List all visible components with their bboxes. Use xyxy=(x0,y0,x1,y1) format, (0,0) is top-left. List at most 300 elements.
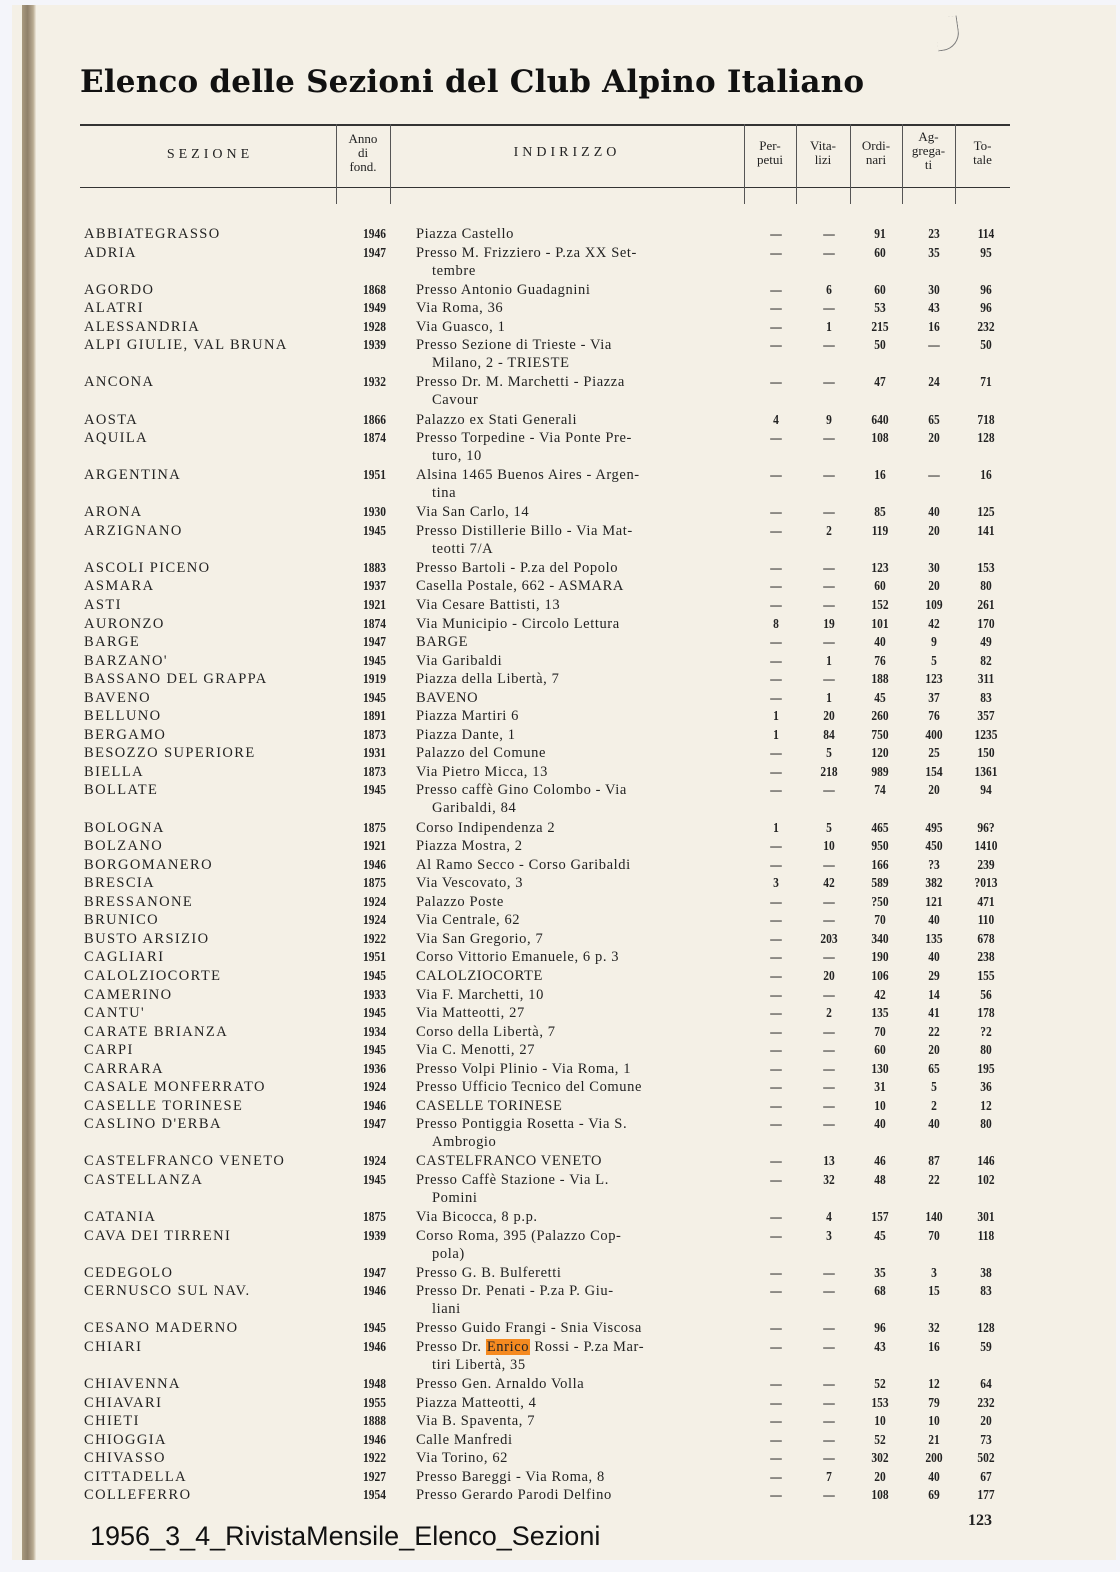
sezione-cell: BOLLATE xyxy=(84,782,159,798)
sezione-cell: CASTELFRANCO VENETO xyxy=(84,1153,286,1169)
sezione-cell: AURONZO xyxy=(84,616,165,632)
perpetui-cell: — xyxy=(770,578,782,593)
table-row xyxy=(0,652,1120,671)
totale-cell: 261 xyxy=(977,597,995,612)
sezione-cell: CANTU' xyxy=(84,1005,145,1021)
perpetui-cell: — xyxy=(770,245,782,260)
vitalizi-cell: 1 xyxy=(826,690,832,705)
sezione-cell: ARZIGNANO xyxy=(84,523,183,539)
ordinari-cell: 10 xyxy=(874,1098,886,1113)
indirizzo-cell: Alsina 1465 Buenos Aires - Argen- xyxy=(416,467,640,483)
ordinari-cell: 166 xyxy=(871,857,889,872)
perpetui-cell: 4 xyxy=(773,412,779,427)
anno-cell: 1924 xyxy=(363,1153,386,1168)
perpetui-cell: — xyxy=(770,634,782,649)
totale-cell: 1361 xyxy=(974,764,998,779)
aggregati-cell: 16 xyxy=(928,1339,940,1354)
perpetui-cell: — xyxy=(770,782,782,797)
totale-cell: 102 xyxy=(977,1172,995,1187)
sezione-cell: CASELLE TORINESE xyxy=(84,1098,244,1114)
vitalizi-cell: 20 xyxy=(823,708,835,723)
vitalizi-cell: — xyxy=(823,1098,835,1113)
anno-cell: 1945 xyxy=(363,523,386,538)
table-row xyxy=(0,1152,1120,1171)
anno-cell: 1888 xyxy=(363,1413,386,1428)
indirizzo-cell: Corso della Libertà, 7 xyxy=(416,1024,556,1040)
perpetui-cell: — xyxy=(770,1005,782,1020)
table-row xyxy=(0,373,1120,408)
perpetui-cell: — xyxy=(770,987,782,1002)
vitalizi-cell: — xyxy=(823,949,835,964)
table-row xyxy=(0,1264,1120,1283)
vitalizi-cell: 5 xyxy=(826,745,832,760)
aggregati-cell: 9 xyxy=(931,634,937,649)
sezione-cell: ARGENTINA xyxy=(84,467,182,483)
indirizzo-cell: Corso Indipendenza 2 xyxy=(416,820,556,836)
ordinari-cell: 76 xyxy=(874,653,886,668)
anno-cell: 1951 xyxy=(363,467,386,482)
sezione-cell: CASLINO D'ERBA xyxy=(84,1116,222,1132)
sezione-cell: CASALE MONFERRATO xyxy=(84,1079,266,1095)
indirizzo-cell: Presso Pontiggia Rosetta - Via S. xyxy=(416,1116,628,1132)
indirizzo-cell: Corso Roma, 395 (Palazzo Cop- xyxy=(416,1228,622,1244)
aggregati-cell: 87 xyxy=(928,1153,940,1168)
indirizzo-cell: Via Bicocca, 8 p.p. xyxy=(416,1209,538,1225)
table-row xyxy=(0,1115,1120,1150)
ordinari-cell: 750 xyxy=(871,727,889,742)
aggregati-cell: 121 xyxy=(925,894,943,909)
anno-cell: 1947 xyxy=(363,634,386,649)
vitalizi-cell: — xyxy=(823,1116,835,1131)
indirizzo-cell: BAVENO xyxy=(416,690,479,706)
totale-cell: 150 xyxy=(977,745,995,760)
sezione-cell: CESANO MADERNO xyxy=(84,1320,239,1336)
perpetui-cell: — xyxy=(770,226,782,241)
perpetui-cell: 3 xyxy=(773,875,779,890)
perpetui-cell: — xyxy=(770,1487,782,1502)
ordinari-cell: 10 xyxy=(874,1413,886,1428)
vitalizi-cell: — xyxy=(823,578,835,593)
table-row xyxy=(0,1431,1120,1450)
aggregati-cell: 69 xyxy=(928,1487,940,1502)
vitalizi-cell: — xyxy=(823,1061,835,1076)
table-row xyxy=(0,1412,1120,1431)
table-row xyxy=(0,1338,1120,1373)
anno-cell: 1939 xyxy=(363,1228,386,1243)
indirizzo-cell: Al Ramo Secco - Corso Garibaldi xyxy=(416,857,631,873)
perpetui-cell: 1 xyxy=(773,727,779,742)
ordinari-cell: 123 xyxy=(871,560,889,575)
vitalizi-cell: — xyxy=(823,430,835,445)
table-row xyxy=(0,577,1120,596)
indirizzo-continuation: pola) xyxy=(432,1246,465,1262)
vitalizi-cell: — xyxy=(823,1487,835,1502)
aggregati-cell: 40 xyxy=(928,912,940,927)
sezione-cell: BELLUNO xyxy=(84,708,162,724)
column-divider xyxy=(390,124,391,204)
sezione-cell: ANCONA xyxy=(84,374,155,390)
vitalizi-cell: 203 xyxy=(820,931,838,946)
indirizzo-continuation: Garibaldi, 84 xyxy=(432,800,517,816)
anno-cell: 1891 xyxy=(363,708,386,723)
aggregati-cell: 24 xyxy=(928,374,940,389)
ordinari-cell: 42 xyxy=(874,987,886,1002)
perpetui-cell: — xyxy=(770,1469,782,1484)
sezione-cell: CHIETI xyxy=(84,1413,140,1429)
vitalizi-cell: 9 xyxy=(826,412,832,427)
aggregati-cell: 29 xyxy=(928,968,940,983)
vitalizi-cell: 32 xyxy=(823,1172,835,1187)
aggregati-cell: 123 xyxy=(925,671,943,686)
sezione-cell: CHIAVENNA xyxy=(84,1376,181,1392)
table-row xyxy=(0,1449,1120,1468)
vitalizi-cell: — xyxy=(823,634,835,649)
totale-cell: 82 xyxy=(980,653,992,668)
aggregati-cell: 382 xyxy=(925,875,943,890)
anno-cell: 1921 xyxy=(363,838,386,853)
sezione-cell: CAGLIARI xyxy=(84,949,165,965)
ordinari-cell: 60 xyxy=(874,282,886,297)
perpetui-cell: — xyxy=(770,300,782,315)
totale-cell: 128 xyxy=(977,1320,995,1335)
sezione-cell: AQUILA xyxy=(84,430,148,446)
vitalizi-cell: — xyxy=(823,1024,835,1039)
anno-cell: 1945 xyxy=(363,1042,386,1057)
indirizzo-continuation: teotti 7/A xyxy=(432,541,494,557)
table-row xyxy=(0,411,1120,430)
header-vitalizi-line: Vita- xyxy=(810,138,836,153)
vitalizi-cell: — xyxy=(823,1395,835,1410)
sezione-cell: CHIVASSO xyxy=(84,1450,166,1466)
ordinari-cell: 96 xyxy=(874,1320,886,1335)
table-row xyxy=(0,1282,1120,1317)
anno-cell: 1928 xyxy=(363,319,386,334)
totale-cell: 232 xyxy=(977,319,995,334)
table-row xyxy=(0,930,1120,949)
vitalizi-cell: — xyxy=(823,1450,835,1465)
totale-cell: 16 xyxy=(980,467,992,482)
vitalizi-cell: — xyxy=(823,987,835,1002)
anno-cell: 1947 xyxy=(363,1265,386,1280)
perpetui-cell: — xyxy=(770,282,782,297)
totale-cell: 36 xyxy=(980,1079,992,1094)
ordinari-cell: ?50 xyxy=(871,894,889,909)
indirizzo-cell: Presso Sezione di Trieste - Via xyxy=(416,337,612,353)
header-perpetui-line: petui xyxy=(757,152,783,167)
ordinari-cell: 60 xyxy=(874,1042,886,1057)
anno-cell: 1924 xyxy=(363,912,386,927)
anno-cell: 1924 xyxy=(363,894,386,909)
ordinari-cell: 70 xyxy=(874,1024,886,1039)
totale-cell: 96? xyxy=(977,820,995,835)
ordinari-cell: 119 xyxy=(871,523,889,538)
page-title: Elenco delle Sezioni del Club Alpino Italiano xyxy=(80,64,865,100)
aggregati-cell: 20 xyxy=(928,782,940,797)
vitalizi-cell: — xyxy=(823,245,835,260)
header-sezione: SEZIONE xyxy=(166,147,254,162)
totale-cell: 502 xyxy=(977,1450,995,1465)
sezione-cell: CEDEGOLO xyxy=(84,1265,174,1281)
perpetui-cell: — xyxy=(770,894,782,909)
totale-cell: 239 xyxy=(977,857,995,872)
header-totale-line: tale xyxy=(973,152,992,167)
sezione-cell: BARZANO' xyxy=(84,653,168,669)
vitalizi-cell: — xyxy=(823,597,835,612)
perpetui-cell: — xyxy=(770,504,782,519)
indirizzo-cell: Presso Gerardo Parodi Delfino xyxy=(416,1487,612,1503)
ordinari-cell: 45 xyxy=(874,690,886,705)
totale-cell: 96 xyxy=(980,282,992,297)
perpetui-cell: — xyxy=(770,319,782,334)
vitalizi-cell: — xyxy=(823,857,835,872)
vitalizi-cell: 1 xyxy=(826,319,832,334)
sezione-cell: ALATRI xyxy=(84,300,144,316)
vitalizi-cell: 4 xyxy=(826,1209,832,1224)
totale-cell: 73 xyxy=(980,1432,992,1447)
anno-cell: 1921 xyxy=(363,597,386,612)
perpetui-cell: — xyxy=(770,1413,782,1428)
indirizzo-cell: Presso Guido Frangi - Snia Viscosa xyxy=(416,1320,642,1336)
ordinari-cell: 989 xyxy=(871,764,889,779)
totale-cell: 83 xyxy=(980,1283,992,1298)
table-row xyxy=(0,1227,1120,1262)
perpetui-cell: — xyxy=(770,1339,782,1354)
indirizzo-cell: BARGE xyxy=(416,634,469,650)
perpetui-cell: — xyxy=(770,949,782,964)
indirizzo-cell: Piazza Mostra, 2 xyxy=(416,838,523,854)
sezione-cell: BOLOGNA xyxy=(84,820,165,836)
anno-cell: 1946 xyxy=(363,1339,386,1354)
totale-cell: 357 xyxy=(977,708,995,723)
indirizzo-cell: Piazza Matteotti, 4 xyxy=(416,1395,537,1411)
perpetui-cell: — xyxy=(770,1024,782,1039)
indirizzo-cell: Via C. Menotti, 27 xyxy=(416,1042,536,1058)
sezione-cell: CHIAVARI xyxy=(84,1395,163,1411)
ordinari-cell: 48 xyxy=(874,1172,886,1187)
perpetui-cell: — xyxy=(770,912,782,927)
aggregati-cell: 20 xyxy=(928,578,940,593)
ordinari-cell: 16 xyxy=(874,467,886,482)
ordinari-cell: 70 xyxy=(874,912,886,927)
anno-cell: 1945 xyxy=(363,690,386,705)
aggregati-cell: 20 xyxy=(928,1042,940,1057)
header-ordinari-line: Ordi- xyxy=(861,138,891,153)
sezione-cell: BIELLA xyxy=(84,764,144,780)
table-row xyxy=(0,1023,1120,1042)
indirizzo-cell: Piazza della Libertà, 7 xyxy=(416,671,560,687)
vitalizi-cell: — xyxy=(823,1320,835,1335)
indirizzo-cell: Presso Antonio Guadagnini xyxy=(416,282,591,298)
aggregati-cell: 32 xyxy=(928,1320,940,1335)
vitalizi-cell: 218 xyxy=(820,764,838,779)
table-row xyxy=(0,948,1120,967)
search-highlight: Enrico xyxy=(486,1339,530,1355)
perpetui-cell: — xyxy=(770,374,782,389)
perpetui-cell: 1 xyxy=(773,708,779,723)
anno-cell: 1933 xyxy=(363,987,386,1002)
sezione-cell: ABBIATEGRASSO xyxy=(84,226,221,242)
perpetui-cell: — xyxy=(770,1228,782,1243)
indirizzo-cell: Presso Dr. M. Marchetti - Piazza xyxy=(416,374,625,390)
totale-cell: 1235 xyxy=(974,727,998,742)
aggregati-cell: 40 xyxy=(928,1116,940,1131)
vitalizi-cell: — xyxy=(823,1339,835,1354)
indirizzo-cell: Via Roma, 36 xyxy=(416,300,504,316)
totale-cell: 80 xyxy=(980,578,992,593)
vitalizi-cell: 2 xyxy=(826,523,832,538)
indirizzo-cell: Presso caffè Gino Colombo - Via xyxy=(416,782,627,798)
indirizzo-cell: Presso Volpi Plinio - Via Roma, 1 xyxy=(416,1061,632,1077)
vitalizi-cell: 6 xyxy=(826,282,832,297)
vitalizi-cell: 5 xyxy=(826,820,832,835)
indirizzo-continuation: Milano, 2 - TRIESTE xyxy=(432,355,570,371)
perpetui-cell: — xyxy=(770,1042,782,1057)
table-row xyxy=(0,1375,1120,1394)
ordinari-cell: 60 xyxy=(874,578,886,593)
perpetui-cell: — xyxy=(770,1450,782,1465)
vitalizi-cell: — xyxy=(823,1413,835,1428)
ordinari-cell: 40 xyxy=(874,634,886,649)
indirizzo-cell: Via Torino, 62 xyxy=(416,1450,509,1466)
vitalizi-cell: 7 xyxy=(826,1469,832,1484)
anno-cell: 1945 xyxy=(363,653,386,668)
sezione-cell: AOSTA xyxy=(84,412,139,428)
ordinari-cell: 53 xyxy=(874,300,886,315)
perpetui-cell: — xyxy=(770,1395,782,1410)
vitalizi-cell: — xyxy=(823,467,835,482)
totale-cell: 311 xyxy=(977,671,995,686)
perpetui-cell: — xyxy=(770,745,782,760)
vitalizi-cell: 42 xyxy=(823,875,835,890)
indirizzo-cell: Via Municipio - Circolo Lettura xyxy=(416,616,620,632)
indirizzo-cell: Corso Vittorio Emanuele, 6 p. 3 xyxy=(416,949,620,965)
vitalizi-cell: — xyxy=(823,374,835,389)
totale-cell: 232 xyxy=(977,1395,995,1410)
aggregati-cell: 65 xyxy=(928,412,940,427)
aggregati-cell: 400 xyxy=(925,727,943,742)
perpetui-cell: — xyxy=(770,1320,782,1335)
sezione-cell: ASCOLI PICENO xyxy=(84,560,211,576)
indirizzo-cell: Presso Ufficio Tecnico del Comune xyxy=(416,1079,643,1095)
ordinari-cell: 91 xyxy=(874,226,886,241)
header-anno-line: di xyxy=(357,145,369,160)
ordinari-cell: 190 xyxy=(871,949,889,964)
anno-cell: 1949 xyxy=(363,300,386,315)
anno-cell: 1866 xyxy=(363,412,386,427)
aggregati-cell: 30 xyxy=(928,282,940,297)
aggregati-cell: 42 xyxy=(928,616,940,631)
totale-cell: 155 xyxy=(977,968,995,983)
totale-cell: 118 xyxy=(977,1228,995,1243)
sezione-cell: CARATE BRIANZA xyxy=(84,1024,229,1040)
header-aggregati-line: grega- xyxy=(911,143,946,158)
sezione-cell: BOLZANO xyxy=(84,838,164,854)
table-row xyxy=(0,281,1120,300)
vitalizi-cell: 10 xyxy=(823,838,835,853)
aggregati-cell: 76 xyxy=(928,708,940,723)
anno-cell: 1919 xyxy=(363,671,386,686)
perpetui-cell: — xyxy=(770,1061,782,1076)
anno-cell: 1955 xyxy=(363,1395,386,1410)
table-row xyxy=(0,596,1120,615)
indirizzo-cell: Via Pietro Micca, 13 xyxy=(416,764,548,780)
header-ordinari xyxy=(850,139,902,167)
aggregati-cell: 35 xyxy=(928,245,940,260)
totale-cell: 80 xyxy=(980,1116,992,1131)
sezione-cell: AGORDO xyxy=(84,282,155,298)
aggregati-cell: 20 xyxy=(928,430,940,445)
aggregati-cell: 3 xyxy=(931,1265,937,1280)
perpetui-cell: — xyxy=(770,1153,782,1168)
perpetui-cell: — xyxy=(770,523,782,538)
ordinari-cell: 589 xyxy=(871,875,889,890)
indirizzo-cell: Via Cesare Battisti, 13 xyxy=(416,597,561,613)
indirizzo-continuation: liani xyxy=(432,1301,461,1317)
table-row xyxy=(0,336,1120,371)
anno-cell: 1875 xyxy=(363,820,386,835)
table-row xyxy=(0,466,1120,501)
indirizzo-cell: Piazza Martiri 6 xyxy=(416,708,520,724)
perpetui-cell: — xyxy=(770,838,782,853)
table-row xyxy=(0,318,1120,337)
header-perpetui xyxy=(744,139,796,167)
vitalizi-cell: 19 xyxy=(823,616,835,631)
indirizzo-cell: CASELLE TORINESE xyxy=(416,1098,563,1114)
page-number: 123 xyxy=(968,1512,992,1529)
totale-cell: 12 xyxy=(980,1098,992,1113)
header-aggregati-line: ti xyxy=(924,157,933,172)
anno-cell: 1883 xyxy=(363,560,386,575)
sezione-cell: BAVENO xyxy=(84,690,151,706)
vitalizi-cell: — xyxy=(823,1079,835,1094)
totale-cell: 114 xyxy=(977,226,995,241)
totale-cell: 177 xyxy=(977,1487,995,1502)
indirizzo-cell xyxy=(416,1338,736,1356)
perpetui-cell: — xyxy=(770,690,782,705)
aggregati-cell: 200 xyxy=(925,1450,943,1465)
sezione-cell: BUSTO ARSIZIO xyxy=(84,931,210,947)
header-top-rule xyxy=(80,124,1010,126)
totale-cell: 71 xyxy=(980,374,992,389)
totale-cell: 238 xyxy=(977,949,995,964)
perpetui-cell: — xyxy=(770,1209,782,1224)
header-vitalizi xyxy=(796,139,850,167)
table-row xyxy=(0,1004,1120,1023)
pencil-mark xyxy=(934,16,961,52)
aggregati-cell: 109 xyxy=(925,597,943,612)
sezione-cell: CHIOGGIA xyxy=(84,1432,167,1448)
vitalizi-cell: — xyxy=(823,226,835,241)
header-anno-line: Anno xyxy=(348,131,378,146)
anno-cell: 1875 xyxy=(363,1209,386,1224)
sezione-cell: CARPI xyxy=(84,1042,134,1058)
totale-cell: 128 xyxy=(977,430,995,445)
anno-cell: 1868 xyxy=(363,282,386,297)
perpetui-cell: — xyxy=(770,764,782,779)
table-row xyxy=(0,522,1120,557)
sezione-cell: ALPI GIULIE, VAL BRUNA xyxy=(84,337,288,353)
sezione-cell: CATANIA xyxy=(84,1209,157,1225)
perpetui-cell: — xyxy=(770,1432,782,1447)
header-bottom-rule xyxy=(80,187,1010,188)
indirizzo-continuation: tembre xyxy=(432,263,476,279)
totale-cell: 471 xyxy=(977,894,995,909)
aggregati-cell: 2 xyxy=(931,1098,937,1113)
totale-cell: 195 xyxy=(977,1061,995,1076)
indirizzo-cell: Presso Distillerie Billo - Via Mat- xyxy=(416,523,633,539)
perpetui-cell: — xyxy=(770,1098,782,1113)
indirizzo-continuation: turo, 10 xyxy=(432,448,482,464)
